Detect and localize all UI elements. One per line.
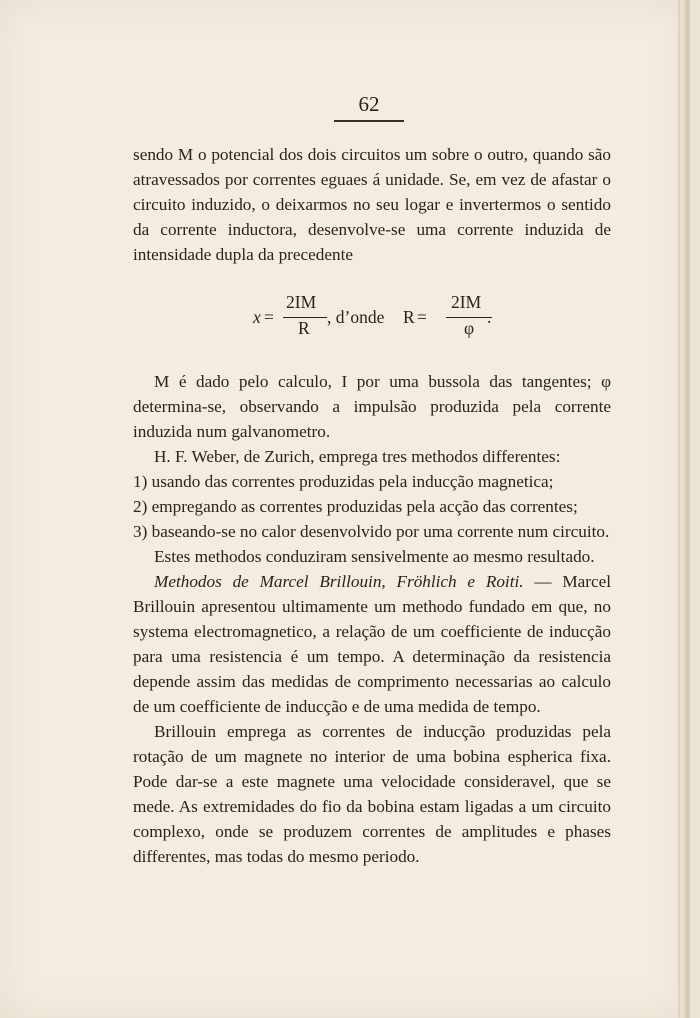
paragraph-5-text: — Marcel Brillouin apresentou ultimamente um methodo fundado em que, no systema electromagnetico, a relação de um coefficiente de inducção para uma resistencia é um tempo. A determinação da resistencia depende assim das medidas de comprimento necessarias ao calculo de um coefficiente de inducção e de uma medida de tempo. xyxy=(133,572,611,716)
paragraph-4: Estes methodos conduziram sensivelmente ao mesmo resultado. xyxy=(154,547,595,566)
paragraph-1-block xyxy=(133,142,611,267)
formula-denominator-1: R xyxy=(298,318,310,338)
formula-r: R xyxy=(403,307,415,327)
formula-numerator-1: 2IM xyxy=(286,292,317,312)
body-text xyxy=(133,369,611,869)
list-item-2: 2) empregando as correntes produzidas pela acção das correntes; xyxy=(133,497,578,516)
paragraph-6: Brillouin emprega as correntes de inducção produzidas pela rotação de um magnete no interior de uma bobina espherica fixa. Pode dar-se a este magnete uma velocidade consideravel, que se mede. As extremidades do fio da bobina estam ligadas a um circuito complexo, onde se produzem correntes de amplitudes e phases differentes, mas todas do mesmo periodo. xyxy=(133,722,611,866)
formula-equals-2: = xyxy=(417,307,427,327)
page-number: 62 xyxy=(358,92,380,116)
paragraph-2: M é dado pelo calculo, I por uma bussola das tangentes; φ determina-se, observando a impulsão produzida pela corrente induzida num galvanometro. xyxy=(133,372,611,441)
formula-period: . xyxy=(487,307,492,327)
page-number-rule xyxy=(334,120,404,122)
formula-x: x xyxy=(253,307,261,327)
formula-denominator-2: φ xyxy=(464,318,475,338)
paragraph-3: H. F. Weber, de Zurich, emprega tres methodos differentes: xyxy=(154,447,561,466)
list-item-1: 1) usando das correntes produzidas pela inducção magnetica; xyxy=(133,472,554,491)
formula-numerator-2: 2IM xyxy=(451,292,482,312)
formula-separator: , d’onde xyxy=(327,307,385,327)
list-item-3: 3) baseando-se no calor desenvolvido por uma corrente num circuito. xyxy=(133,522,610,541)
section-heading: Methodos de Marcel Brillouin, Fröhlich e Roiti. xyxy=(154,572,524,591)
page-edge xyxy=(678,0,688,1018)
paragraph-5 xyxy=(133,569,611,719)
paragraph-1: sendo M o potencial dos dois circuitos um sobre o outro, quando são atravessados por correntes eguaes á unidade. Se, em vez de afastar o circuito induzido, o deixarmos no seu logar e invertermos o sentido da corrente inductora, desenvolve-se uma corrente induzida de intensidade dupla da precedente xyxy=(133,145,611,264)
formula-equals-1: = xyxy=(264,307,274,327)
